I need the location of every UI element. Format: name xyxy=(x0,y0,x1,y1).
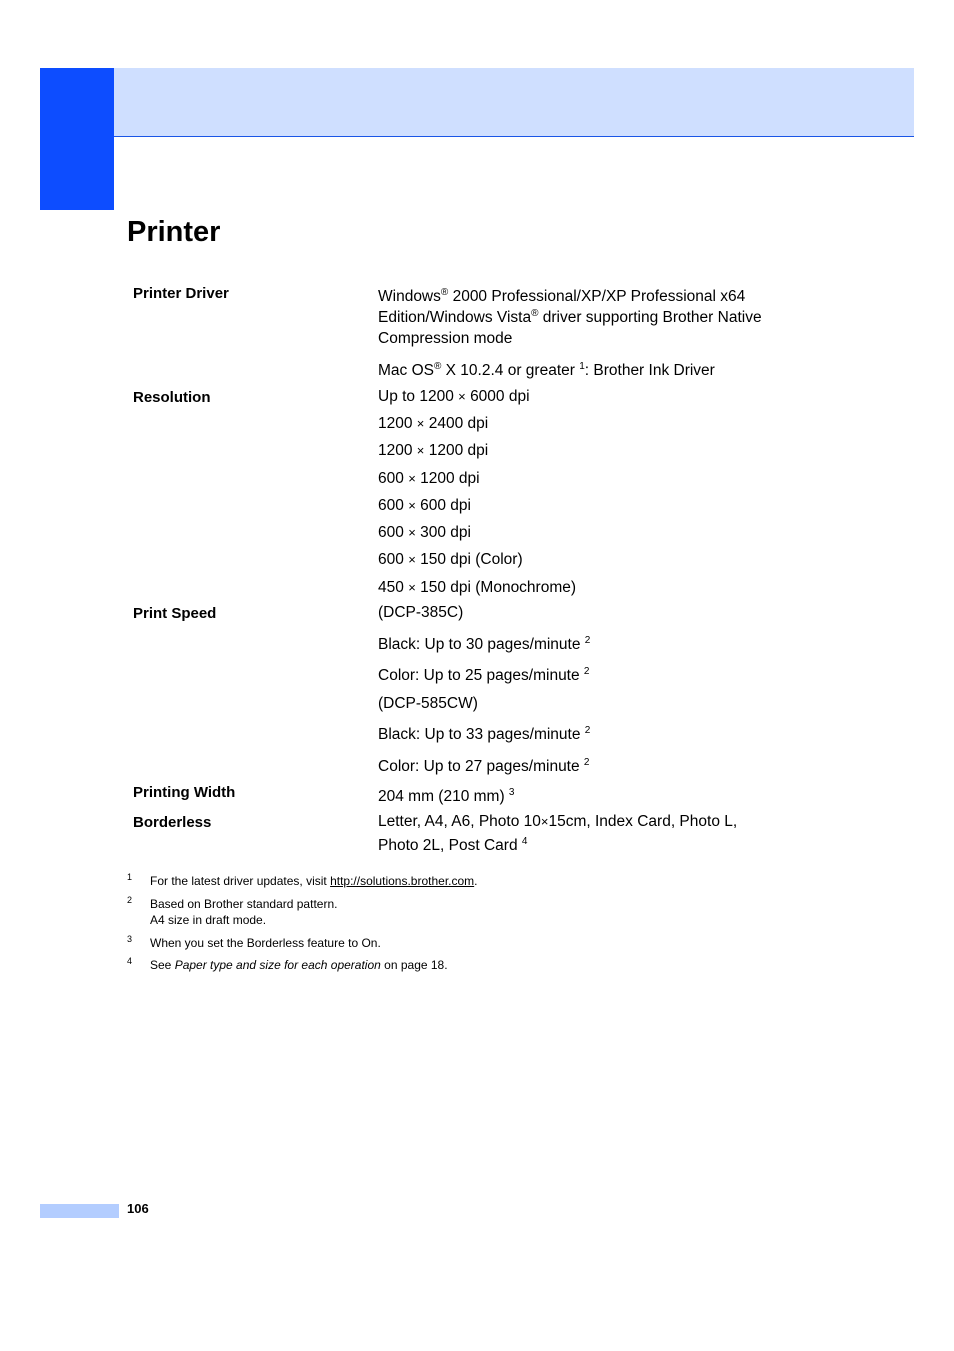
driver-updates-link[interactable]: http://solutions.brother.com xyxy=(330,874,475,888)
label-resolution: Resolution xyxy=(133,389,211,406)
value-borderless: Letter, A4, A6, Photo 10×15cm, Index Card, Photo L, xyxy=(378,813,738,830)
print-speed-row: Color: Up to 27 pages/minute $^2$ xyxy=(378,757,590,775)
resolution-row: 450 × 150 dpi (Monochrome) xyxy=(378,579,577,596)
resolution-row: Up to 1200 × 6000 dpi xyxy=(378,388,530,405)
page-number: 106 xyxy=(127,1201,149,1216)
footnote-1: For the latest driver updates, visit http://solutions.brother.com. xyxy=(150,874,478,888)
print-speed-row: Black: Up to 30 pages/minute $^2$ xyxy=(378,635,591,653)
print-speed-row: Black: Up to 33 pages/minute $^2$ xyxy=(378,725,591,743)
label-printing-width: Printing Width xyxy=(133,784,236,801)
value-printer-driver-mac: Mac OS® X 10.2.4 or greater $^1$: Brother Ink Driver xyxy=(378,361,715,379)
resolution-row: 1200 × 2400 dpi xyxy=(378,415,489,432)
footnote-number: 3 xyxy=(127,934,133,944)
value-borderless: Photo 2L, Post Card $^4$ xyxy=(378,836,528,854)
label-borderless: Borderless xyxy=(133,814,212,831)
resolution-row: 600 × 150 dpi (Color) xyxy=(378,551,523,568)
chapter-tab-block xyxy=(40,68,114,210)
print-speed-model: (DCP-585CW) xyxy=(378,695,478,712)
resolution-row: 600 × 600 dpi xyxy=(378,497,471,514)
resolution-row: 600 × 1200 dpi xyxy=(378,470,480,487)
footnote-3: When you set the Borderless feature to On. xyxy=(150,936,381,950)
footnote-2: Based on Brother standard pattern. A4 size in draft mode. xyxy=(150,897,338,927)
resolution-row: 1200 × 1200 dpi xyxy=(378,442,489,459)
resolution-row: 600 × 300 dpi xyxy=(378,524,471,541)
footnote-number: 1 xyxy=(127,872,133,882)
label-printer-driver: Printer Driver xyxy=(133,285,229,302)
value-printer-driver-windows: Windows® 2000 Professional/XP/XP Professional x64 Edition/Windows Vista® driver supporting Brother Native Compression mode xyxy=(378,287,762,347)
header-band xyxy=(114,68,914,137)
footnote-number: 2 xyxy=(127,895,133,905)
page-number-bar xyxy=(40,1204,119,1218)
value-printing-width: 204 mm (210 mm) $^3$ xyxy=(378,787,515,805)
print-speed-model: (DCP-385C) xyxy=(378,604,464,621)
print-speed-row: Color: Up to 25 pages/minute $^2$ xyxy=(378,666,590,684)
page-title: Printer xyxy=(127,216,221,248)
label-print-speed: Print Speed xyxy=(133,605,217,622)
footnote-4: See Paper type and size for each operation on page 18. xyxy=(150,958,448,972)
footnote-number: 4 xyxy=(127,956,133,966)
